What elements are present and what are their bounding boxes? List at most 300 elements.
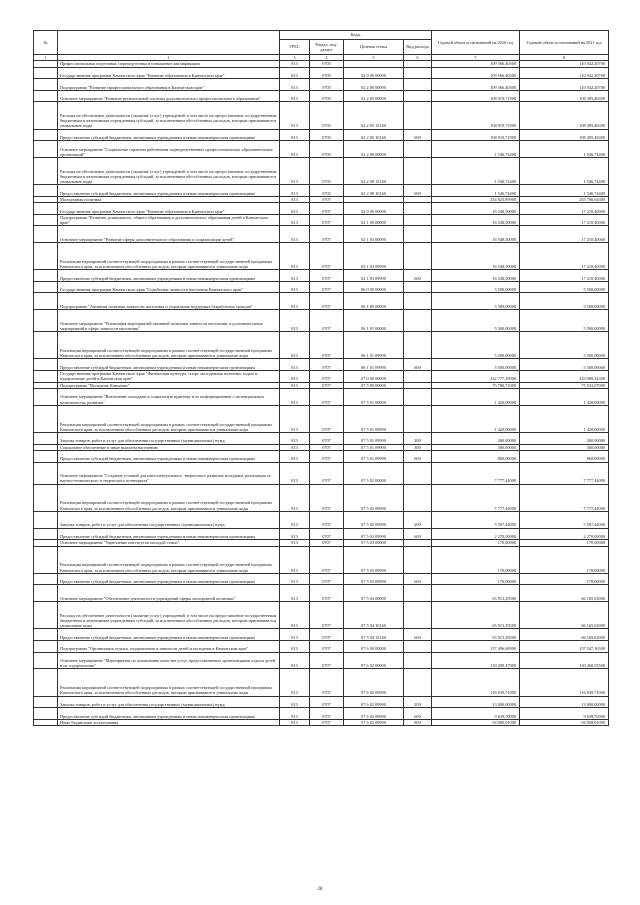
row-grbs: 813 — [280, 669, 310, 696]
table-row — [34, 243, 609, 270]
row-target: 07 0 00 00000 — [344, 371, 404, 383]
row-amount-2020: 16 548,50000 — [432, 214, 520, 226]
header-target: Целевая статья — [344, 40, 404, 55]
row-name: Предоставление субсидий бюджетным, автономным учреждениям и иным некоммерческим организациям — [58, 270, 280, 282]
row-exptype — [404, 585, 432, 602]
row-amount-2020: 1 546,74400 — [432, 141, 520, 158]
row-exptype — [404, 332, 432, 359]
row-amount-2021: 7 777,44000 — [520, 462, 609, 484]
row-index — [34, 484, 58, 511]
row-target: 07 5 03 09990 — [344, 546, 404, 573]
row-target: 02 2 08 00000 — [344, 141, 404, 158]
table-row — [34, 462, 609, 484]
row-target: 02 2 05 10140 — [344, 129, 404, 141]
row-amount-2020: 260,00000 — [432, 433, 520, 445]
row-target: 07 5 01 09990 — [344, 405, 404, 432]
row-section: 0705 — [310, 157, 344, 184]
row-target: 07 5 01 09990 — [344, 444, 404, 450]
row-target: 02 1 00 00000 — [344, 214, 404, 226]
row-index — [34, 652, 58, 669]
row-name: Реализация мероприятий соответствующей подпрограммы в рамках соответствующей государственной программы Камчатского края, за исключением обособленных расходов, которым присваиваются уникальные коды — [58, 332, 280, 359]
row-name: Реализация мероприятий соответствующей подпрограммы в рамках соответствующей государственной программы Камчатского края, за исключением обособленных расходов, которым присваиваются уникальные коды — [58, 669, 280, 696]
row-index — [34, 281, 58, 293]
row-amount-2021: 17 210,40000 — [520, 243, 609, 270]
row-target: 07 5 02 09990 — [344, 484, 404, 511]
row-name: Основное мероприятие "Обеспечение деятельности учреждений сферы молодежной политики" — [58, 585, 280, 602]
row-section: 0705 — [310, 129, 344, 141]
row-amount-2020: 170,00000 — [432, 546, 520, 573]
row-target: 07 5 01 09990 — [344, 451, 404, 463]
row-name: Государственная программа Камчатского края "Физическая культура, спорт, молодежная политика, отдых и оздоровление детей в Камчатском крае" — [58, 371, 280, 383]
row-target: 07 5 00 00000 — [344, 382, 404, 388]
row-index — [34, 511, 58, 528]
row-amount-2020: 232 777,39900 — [432, 371, 520, 383]
row-section: 0707 — [310, 214, 344, 226]
row-target: 07 5 02 09990 — [344, 528, 404, 540]
row-target: 07 6 00 00000 — [344, 640, 404, 652]
row-amount-2021: 1 420,00000 — [520, 389, 609, 406]
table-row — [34, 214, 609, 226]
row-exptype — [404, 669, 432, 696]
row-amount-2020: 116 639,71000 — [432, 669, 520, 696]
row-index — [34, 371, 58, 383]
row-grbs: 813 — [280, 433, 310, 445]
row-amount-2020: 13 000,00000 — [432, 696, 520, 708]
row-exptype — [404, 640, 432, 652]
row-grbs: 813 — [280, 293, 310, 310]
row-section: 0707 — [310, 203, 344, 215]
table-row — [34, 708, 609, 720]
row-name: Закупка товаров, работ и услуг для обеспечения государственных (муниципальных) нужд — [58, 511, 280, 528]
table-row — [34, 640, 609, 652]
row-name: Подпрограмма "Организация отдыха, оздоровления и занятости детей и молодежи в Камчатском крае" — [58, 640, 280, 652]
row-section: 0707 — [310, 371, 344, 383]
row-section: 0707 — [310, 226, 344, 243]
header-section: Раздел, под-раздел — [310, 40, 344, 55]
row-amount-2020: 157 496,68900 — [432, 640, 520, 652]
row-name: Предоставление субсидий бюджетным, автономным учреждениям и иным некоммерческим организациям — [58, 185, 280, 197]
table-row — [34, 629, 609, 641]
page-number: 28 — [317, 887, 323, 892]
row-target: 06 0 00 00000 — [344, 281, 404, 293]
row-name: Подпрограмма "Развитие дошкольного, общего образования и дополнительного образования детей в Камчатском крае" — [58, 214, 280, 226]
row-section: 0707 — [310, 511, 344, 528]
table-row — [34, 585, 609, 602]
row-name: Основное мероприятие "Мероприятия по повышению качества услуг, предоставляемых организациями отдыха детей и их оздоровления" — [58, 652, 280, 669]
row-exptype — [404, 602, 432, 629]
table-row — [34, 389, 609, 406]
row-index — [34, 696, 58, 708]
row-name: Расходы на обеспечение деятельности (оказание услуг) учреждений, в том числе на предоставление государственным бюджетным и автономным учреждениям субсидий, за исключением обособленных расходов, которым присваиваются уникальные коды — [58, 157, 280, 184]
row-section: 0707 — [310, 405, 344, 432]
row-grbs: 813 — [280, 546, 310, 573]
row-amount-2020: 7 777,44000 — [432, 462, 520, 484]
row-index — [34, 405, 58, 432]
row-section: 0707 — [310, 281, 344, 293]
row-amount-2021: 110 042,20700 — [520, 67, 609, 79]
row-section: 0707 — [310, 573, 344, 585]
row-grbs: 813 — [280, 652, 310, 669]
row-amount-2020: 94 000,01000 — [432, 719, 520, 725]
row-amount-2020: 16 548,50000 — [432, 226, 520, 243]
row-amount-2020: 109 566,40300 — [432, 79, 520, 91]
row-grbs: 813 — [280, 451, 310, 463]
row-section: 0707 — [310, 602, 344, 629]
table-row — [34, 652, 609, 669]
row-grbs: 813 — [280, 61, 310, 67]
row-target: 07 6 02 00000 — [344, 652, 404, 669]
row-target: 02 2 00 00000 — [344, 79, 404, 91]
row-section: 0707 — [310, 719, 344, 725]
row-section: 0707 — [310, 640, 344, 652]
row-grbs: 813 — [280, 540, 310, 546]
row-grbs: 813 — [280, 310, 310, 332]
row-amount-2021: 17 210,40000 — [520, 203, 609, 215]
row-amount-2021: 116 639,71000 — [520, 669, 609, 696]
row-amount-2021: 108 495,46300 — [520, 102, 609, 129]
row-exptype: 600 — [404, 708, 432, 720]
row-amount-2020: 108 019,71900 — [432, 90, 520, 102]
row-grbs: 813 — [280, 332, 310, 359]
row-index — [34, 462, 58, 484]
row-section: 0707 — [310, 540, 344, 546]
row-exptype — [404, 546, 432, 573]
row-exptype — [404, 310, 432, 332]
colnum: 2 — [58, 55, 280, 61]
row-index — [34, 629, 58, 641]
row-amount-2021: 860,00000 — [520, 451, 609, 463]
row-exptype — [404, 405, 432, 432]
row-amount-2021: 170,00000 — [520, 540, 609, 546]
table-row — [34, 67, 609, 79]
row-name: Социальное обеспечение и иные выплаты населению — [58, 444, 280, 450]
row-amount-2021: 5 500,00000 — [520, 332, 609, 359]
row-name: Основное мероприятие "Укрепление институтов молодой семьи" — [58, 540, 280, 546]
table-row — [34, 90, 609, 102]
row-amount-2021: 157 547,16500 — [520, 640, 609, 652]
row-index — [34, 185, 58, 197]
row-amount-2020: 109 566,40300 — [432, 61, 520, 67]
row-target: 07 5 02 00000 — [344, 462, 404, 484]
row-grbs: 813 — [280, 511, 310, 528]
row-name: Реализация мероприятий соответствующей подпрограммы в рамках соответствующей государственной программы Камчатского края, за исключением обособленных расходов, которым присваиваются уникальные коды — [58, 484, 280, 511]
row-amount-2021: 170,00000 — [520, 546, 609, 573]
row-index — [34, 389, 58, 406]
table-row — [34, 405, 609, 432]
row-name: Основное мероприятие "Развитие сферы дополнительного образования и социализации детей" — [58, 226, 280, 243]
row-name: Предоставление субсидий бюджетным, автономным учреждениям и иным некоммерческим организациям — [58, 451, 280, 463]
row-section: 0707 — [310, 585, 344, 602]
row-index — [34, 293, 58, 310]
row-index — [34, 332, 58, 359]
row-exptype: 600 — [404, 528, 432, 540]
row-exptype — [404, 389, 432, 406]
table-row — [34, 669, 609, 696]
row-target: 02 1 03 09990 — [344, 243, 404, 270]
row-grbs: 813 — [280, 359, 310, 371]
row-exptype: 600 — [404, 573, 432, 585]
row-section: 0705 — [310, 141, 344, 158]
colnum: 8 — [520, 55, 609, 61]
row-name: Основное мероприятие "Развитие региональной системы дополнительного профессионального образования" — [58, 90, 280, 102]
table-row — [34, 157, 609, 184]
row-amount-2021: 7 777,44000 — [520, 484, 609, 511]
row-amount-2021: 130 260,03500 — [520, 652, 609, 669]
row-section: 0707 — [310, 708, 344, 720]
row-amount-2021: 300,00000 — [520, 444, 609, 450]
header-grbs: ГРБС — [280, 40, 310, 55]
table-row — [34, 573, 609, 585]
row-grbs: 813 — [280, 382, 310, 388]
row-amount-2020: 1 420,00000 — [432, 405, 520, 432]
row-amount-2021: 5 500,00000 — [520, 281, 609, 293]
row-name: Подпрограмма "Молодежь Камчатки" — [58, 382, 280, 388]
row-section: 0707 — [310, 293, 344, 310]
row-amount-2020: 860,00000 — [432, 451, 520, 463]
row-amount-2021: 108 495,46300 — [520, 90, 609, 102]
row-index — [34, 640, 58, 652]
row-grbs: 813 — [280, 371, 310, 383]
row-section: 0707 — [310, 669, 344, 696]
row-target: 07 6 02 09990 — [344, 669, 404, 696]
row-name: Предоставление субсидий бюджетным, автономным учреждениям и иным некоммерческим организациям — [58, 708, 280, 720]
header-amount-2021: Годовой объем ассигнований на 2021 год — [520, 31, 609, 55]
row-section: 0707 — [310, 359, 344, 371]
row-exptype — [404, 203, 432, 215]
row-section: 0707 — [310, 652, 344, 669]
header-exptype: Вид расхода — [404, 40, 432, 55]
row-target: 07 6 02 09990 — [344, 719, 404, 725]
row-index — [34, 157, 58, 184]
row-grbs: 813 — [280, 444, 310, 450]
row-target: 06 1 01 00000 — [344, 310, 404, 332]
row-name: Государственная программа Камчатского края "Развитие образования в Камчатском крае" — [58, 67, 280, 79]
row-exptype — [404, 141, 432, 158]
row-grbs: 813 — [280, 573, 310, 585]
table-row — [34, 293, 609, 310]
row-section: 0707 — [310, 243, 344, 270]
table-row — [34, 226, 609, 243]
row-section: 0707 — [310, 546, 344, 573]
colnum: 5 — [344, 55, 404, 61]
row-exptype: 600 — [404, 129, 432, 141]
table-row — [34, 359, 609, 371]
row-index — [34, 243, 58, 270]
row-target: 06 1 00 00000 — [344, 293, 404, 310]
row-exptype — [404, 102, 432, 129]
row-name: Государственная программа Камчатского края "Развитие образования в Камчатском крае" — [58, 203, 280, 215]
row-exptype — [404, 293, 432, 310]
row-exptype — [404, 243, 432, 270]
row-section: 0707 — [310, 451, 344, 463]
table-row — [34, 451, 609, 463]
row-amount-2020: 7 777,44000 — [432, 484, 520, 511]
row-name: Основное мероприятие "Вовлечение молодежи в социальную практику и ее информирование о потенциальных возможностях развития" — [58, 389, 280, 406]
colnum: 1 — [34, 55, 58, 61]
row-amount-2021: 5 500,00000 — [520, 359, 609, 371]
row-index — [34, 90, 58, 102]
row-amount-2021: 108 495,46300 — [520, 129, 609, 141]
row-section: 0707 — [310, 696, 344, 708]
row-exptype: 600 — [404, 270, 432, 282]
row-target: 02 1 03 09990 — [344, 270, 404, 282]
row-amount-2021: 66 165,63000 — [520, 585, 609, 602]
row-name: Основное мероприятие "Социальные гарантии работникам подведомственных профессиональных образовательных организаций" — [58, 141, 280, 158]
row-amount-2020: 65 913,29500 — [432, 585, 520, 602]
row-section: 0707 — [310, 462, 344, 484]
colnum: 4 — [310, 55, 344, 61]
row-section: 0707 — [310, 444, 344, 450]
row-name: Государственная программа Камчатского края "Содействие занятости населения Камчатского края" — [58, 281, 280, 293]
row-section: 0707 — [310, 332, 344, 359]
table-row — [34, 332, 609, 359]
row-amount-2020: 1 546,74400 — [432, 157, 520, 184]
row-grbs: 813 — [280, 585, 310, 602]
row-name: Предоставление субсидий бюджетным, автономным учреждениям и иным некоммерческим организациям — [58, 359, 280, 371]
row-grbs: 813 — [280, 528, 310, 540]
row-index — [34, 67, 58, 79]
table-row — [34, 719, 609, 725]
row-amount-2020: 9 639,70000 — [432, 708, 520, 720]
row-exptype — [404, 484, 432, 511]
row-target: 07 5 04 10140 — [344, 629, 404, 641]
row-target: 07 5 03 00000 — [344, 540, 404, 546]
row-amount-2021: 1 546,74400 — [520, 185, 609, 197]
row-grbs: 813 — [280, 484, 310, 511]
row-exptype — [404, 281, 432, 293]
row-index — [34, 310, 58, 332]
colnum: 6 — [404, 55, 432, 61]
row-amount-2021: 110 042,20700 — [520, 61, 609, 67]
row-amount-2020: 75 780,71000 — [432, 382, 520, 388]
row-index — [34, 359, 58, 371]
row-index — [34, 226, 58, 243]
table-row — [34, 371, 609, 383]
row-name: Реализация мероприятий соответствующей подпрограммы в рамках соответствующей государственной программы Камчатского края, за исключением обособленных расходов, которым присваиваются уникальные коды — [58, 405, 280, 432]
row-name: Расходы на обеспечение деятельности (оказание услуг) учреждений, в том числе на предоставление государственным бюджетным и автономным учреждениям субсидий, за исключением обособленных расходов, которым присваиваются уникальные коды — [58, 102, 280, 129]
row-amount-2020: 170,00000 — [432, 540, 520, 546]
row-exptype: 600 — [404, 629, 432, 641]
row-amount-2020: 108 019,71900 — [432, 129, 520, 141]
row-section: 0707 — [310, 433, 344, 445]
row-exptype: 600 — [404, 359, 432, 371]
row-grbs: 813 — [280, 157, 310, 184]
row-amount-2021: 66 165,63000 — [520, 629, 609, 641]
row-index — [34, 451, 58, 463]
row-name: Реализация мероприятий соответствующей подпрограммы в рамках соответствующей государственной программы Камчатского края, за исключением обособленных расходов, которым присваиваются уникальные коды — [58, 243, 280, 270]
row-amount-2020: 5 500,00000 — [432, 310, 520, 332]
row-index — [34, 585, 58, 602]
row-amount-2021: 1 546,74400 — [520, 157, 609, 184]
table-row — [34, 270, 609, 282]
row-amount-2020: 5 500,00000 — [432, 293, 520, 310]
table-row — [34, 141, 609, 158]
row-name: Иные бюджетные ассигнования — [58, 719, 280, 725]
budget-sheet — [33, 30, 608, 726]
row-amount-2021: 94 000,01000 — [520, 719, 609, 725]
row-section: 0707 — [310, 270, 344, 282]
row-exptype — [404, 226, 432, 243]
row-grbs: 813 — [280, 719, 310, 725]
row-amount-2020: 170,00000 — [432, 573, 520, 585]
row-target: 02 0 00 00000 — [344, 67, 404, 79]
header-amount-2020: Годовой объем ассигнований на 2020 год — [432, 31, 520, 55]
row-amount-2020: 1 546,74400 — [432, 185, 520, 197]
row-name: Молодежная политика — [58, 196, 280, 202]
row-grbs: 813 — [280, 602, 310, 629]
row-target: 06 1 01 09990 — [344, 332, 404, 359]
row-amount-2020: 109 566,40300 — [432, 67, 520, 79]
row-index — [34, 141, 58, 158]
row-target: 07 5 03 09990 — [344, 573, 404, 585]
header-codes: Коды — [280, 31, 432, 40]
row-grbs: 813 — [280, 708, 310, 720]
row-grbs: 813 — [280, 226, 310, 243]
row-name: Основное мероприятие "Создание условий для интеллектуального, творческого развития молодежи, реализация ее научно-технического и творческого потенциала" — [58, 462, 280, 484]
row-target: 02 2 08 10140 — [344, 157, 404, 184]
row-target: 02 2 08 10140 — [344, 185, 404, 197]
row-grbs: 813 — [280, 640, 310, 652]
row-target: 07 5 01 00000 — [344, 389, 404, 406]
row-section: 0707 — [310, 528, 344, 540]
row-amount-2021: 13 000,00000 — [520, 696, 609, 708]
row-name: Профессиональная подготовка, переподготовка и повышение квалификации — [58, 61, 280, 67]
row-name: Предоставление субсидий бюджетным, автономным учреждениям и иным некоммерческим организациям — [58, 629, 280, 641]
row-index — [34, 102, 58, 129]
row-amount-2021: 110 042,20700 — [520, 79, 609, 91]
row-index — [34, 573, 58, 585]
row-index — [34, 602, 58, 629]
table-row — [34, 484, 609, 511]
row-amount-2021: 5 507,44000 — [520, 511, 609, 528]
header-no: № — [34, 31, 58, 55]
row-amount-2021: 260,00000 — [520, 433, 609, 445]
row-name: Закупка товаров, работ и услуг для обеспечения государственных (муниципальных) нужд — [58, 433, 280, 445]
row-amount-2020: 2 270,00000 — [432, 528, 520, 540]
table-row — [34, 310, 609, 332]
row-amount-2021: 17 210,40000 — [520, 270, 609, 282]
row-exptype — [404, 652, 432, 669]
row-amount-2020: 300,00000 — [432, 444, 520, 450]
row-exptype: 800 — [404, 719, 432, 725]
row-exptype — [404, 79, 432, 91]
row-amount-2020: 108 019,71900 — [432, 102, 520, 129]
row-exptype — [404, 67, 432, 79]
table-row — [34, 511, 609, 528]
budget-table — [33, 30, 609, 726]
row-exptype — [404, 462, 432, 484]
row-amount-2020: 16 548,50000 — [432, 243, 520, 270]
row-target: 07 5 04 00000 — [344, 585, 404, 602]
table-row — [34, 696, 609, 708]
row-index — [34, 203, 58, 215]
row-amount-2021: 2 270,00000 — [520, 528, 609, 540]
row-amount-2021: 5 500,00000 — [520, 293, 609, 310]
row-grbs: 813 — [280, 79, 310, 91]
row-section: 0707 — [310, 196, 344, 202]
row-exptype — [404, 371, 432, 383]
row-exptype: 600 — [404, 185, 432, 197]
row-grbs: 813 — [280, 389, 310, 406]
colnum: 3 — [280, 55, 310, 61]
row-amount-2020: 5 500,00000 — [432, 332, 520, 359]
table-row — [34, 602, 609, 629]
row-grbs: 813 — [280, 629, 310, 641]
row-amount-2020: 65 913,29500 — [432, 602, 520, 629]
header-name — [58, 31, 280, 55]
row-exptype: 200 — [404, 433, 432, 445]
row-target: 02 1 03 00000 — [344, 226, 404, 243]
